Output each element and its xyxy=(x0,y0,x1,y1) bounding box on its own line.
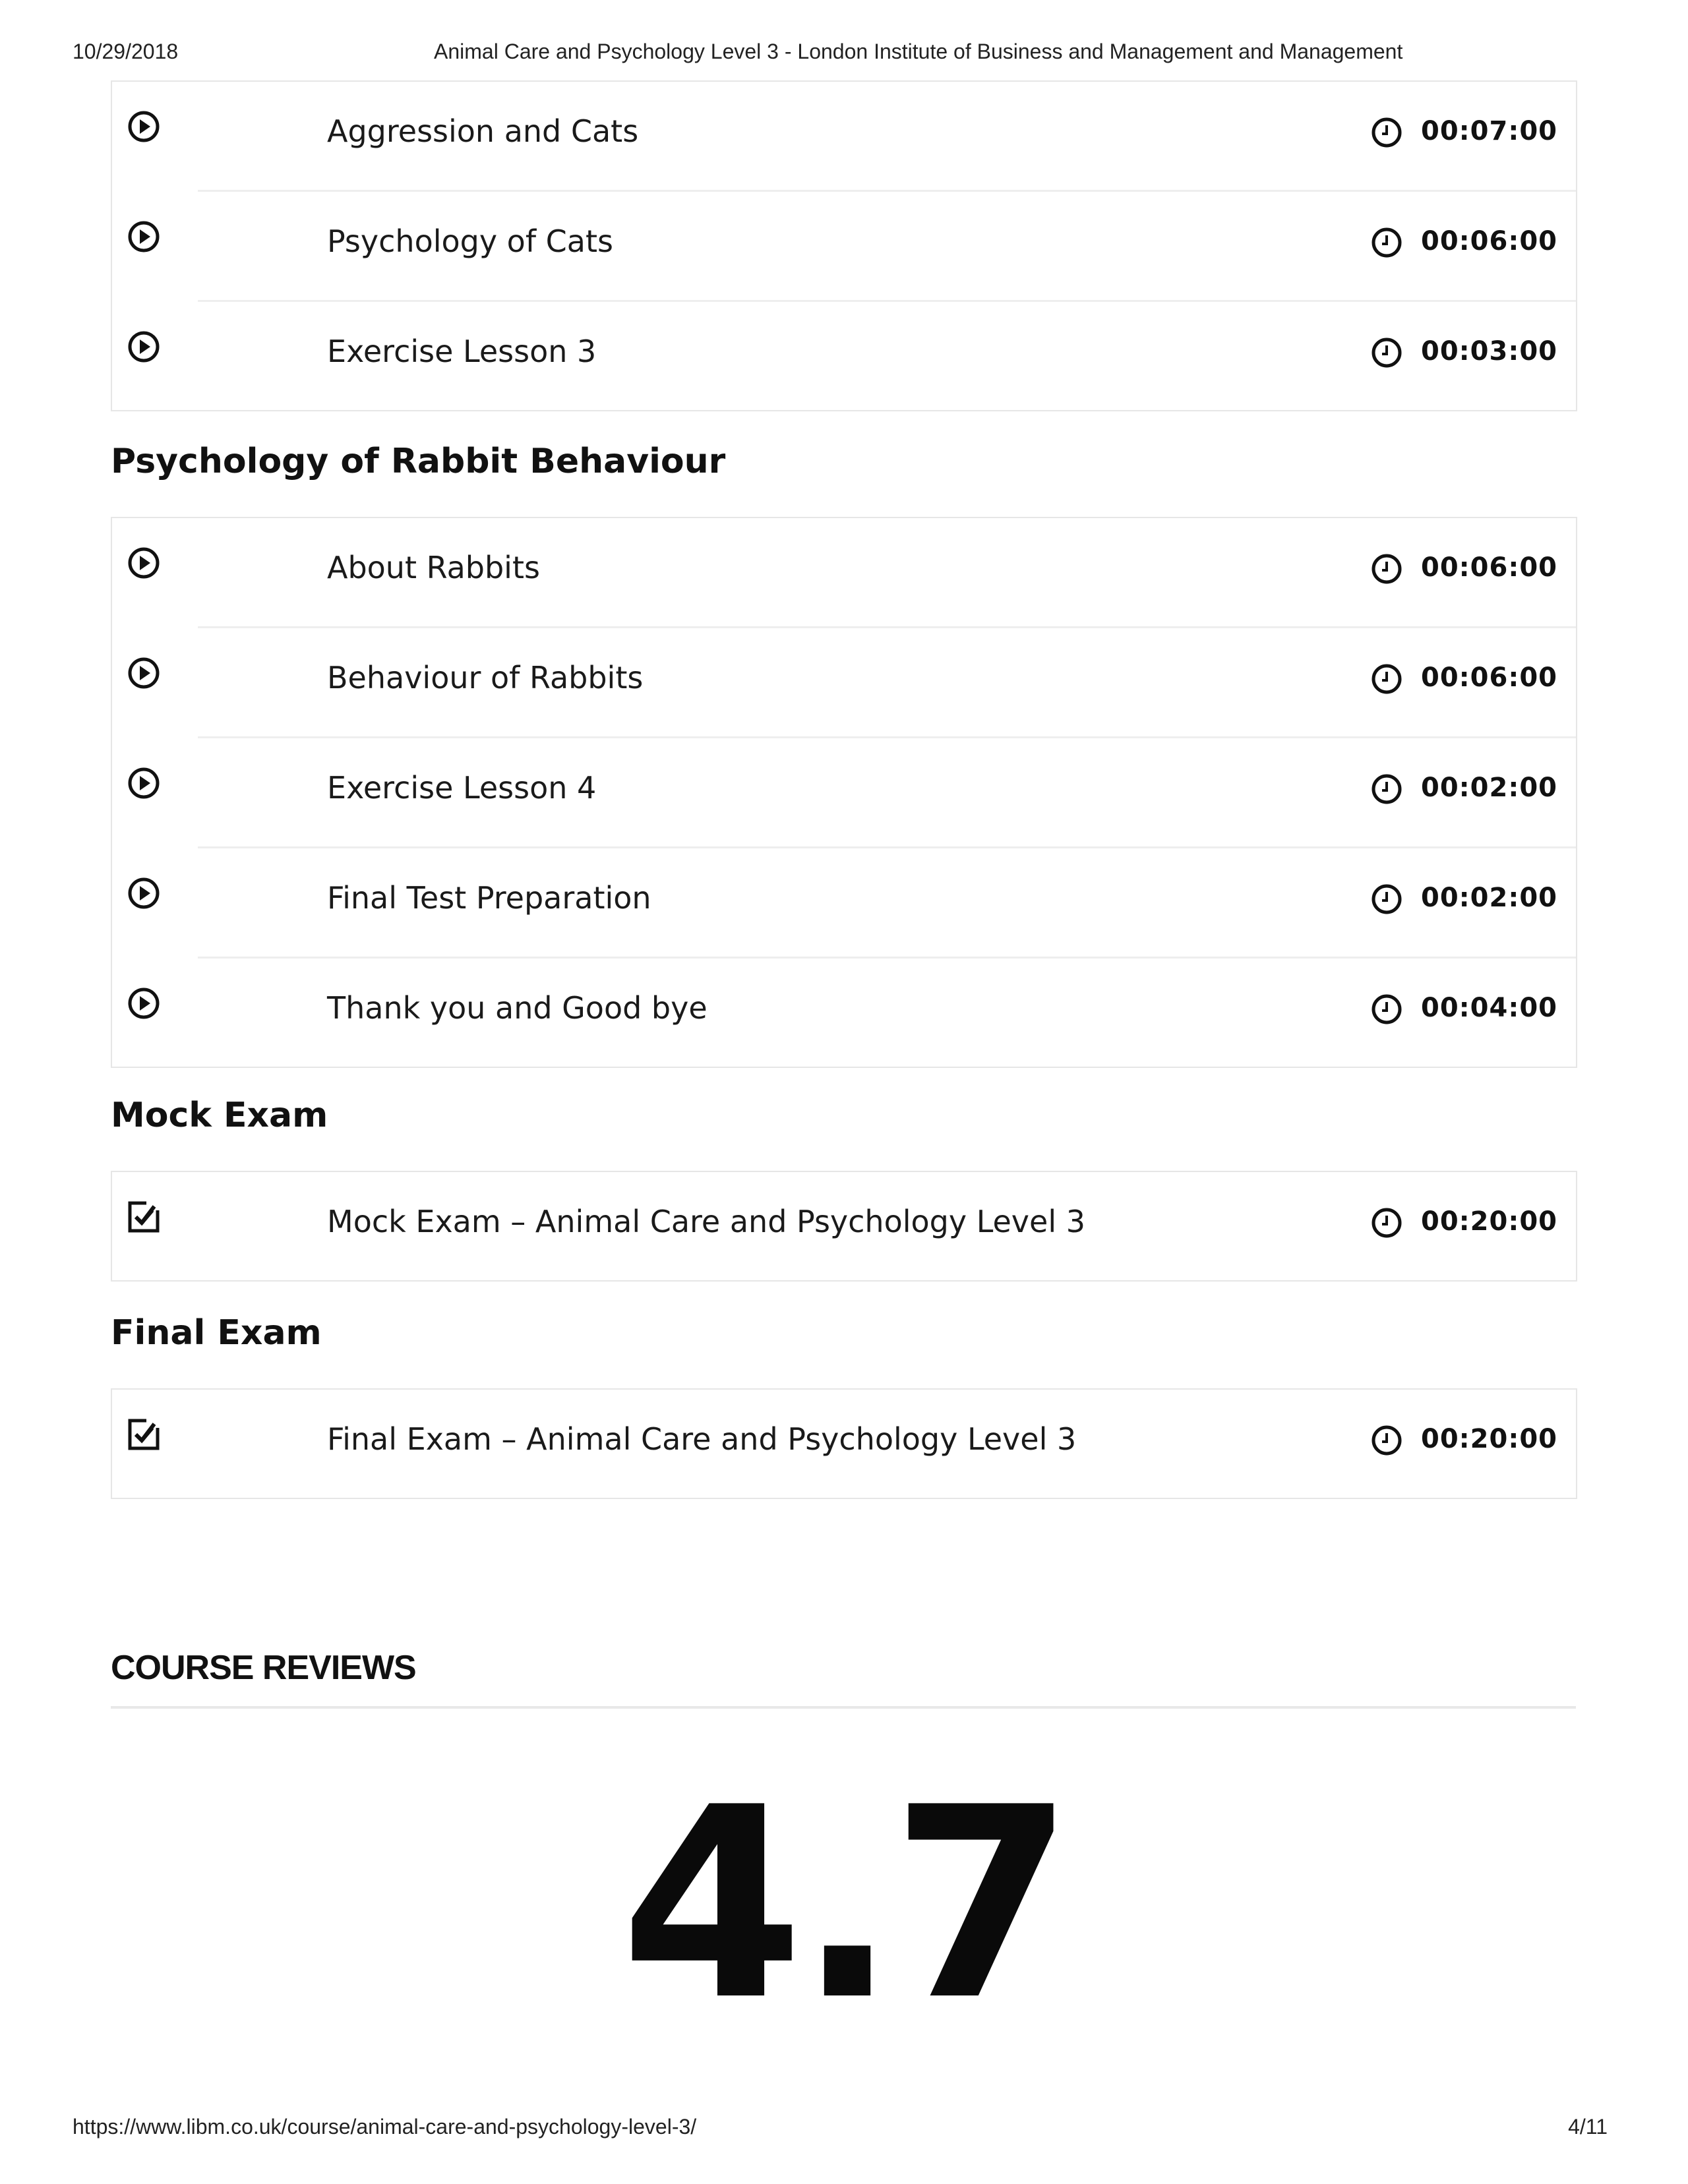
clock-icon xyxy=(1370,226,1403,259)
clock-icon xyxy=(1370,1424,1403,1457)
curriculum-section-mock-exam xyxy=(111,1171,1577,1282)
play-icon xyxy=(127,656,161,690)
clock-icon xyxy=(1370,773,1403,806)
print-header xyxy=(0,40,1688,66)
lesson-title[interactable]: Psychology of Cats xyxy=(327,223,613,259)
section-heading-final-exam: Final Exam xyxy=(111,1313,322,1353)
print-page-number: 4/11 xyxy=(1568,2115,1608,2139)
play-icon xyxy=(127,986,161,1020)
clock-icon xyxy=(1370,336,1403,369)
quiz-title[interactable]: Final Exam – Animal Care and Psychology Level 3 xyxy=(327,1421,1077,1457)
quiz-check-icon xyxy=(127,1200,161,1234)
course-reviews-heading: COURSE REVIEWS xyxy=(111,1649,416,1687)
quiz-duration: 00:20:00 xyxy=(1421,1424,1557,1454)
lesson-row[interactable] xyxy=(198,736,1576,846)
lesson-duration: 00:07:00 xyxy=(1421,116,1557,146)
clock-icon xyxy=(1370,552,1403,585)
lesson-title[interactable]: Behaviour of Rabbits xyxy=(327,660,644,695)
curriculum-section-rabbits xyxy=(111,517,1577,1068)
reviews-divider xyxy=(111,1706,1576,1709)
print-date: 10/29/2018 xyxy=(73,40,179,63)
clock-icon xyxy=(1370,883,1403,916)
lesson-row[interactable] xyxy=(198,626,1576,736)
lesson-row[interactable] xyxy=(198,846,1576,957)
play-icon xyxy=(127,109,161,144)
quiz-duration: 00:20:00 xyxy=(1421,1206,1557,1237)
lesson-duration: 00:04:00 xyxy=(1421,993,1557,1023)
quiz-check-icon xyxy=(127,1417,161,1452)
quiz-row[interactable] xyxy=(198,1172,1576,1280)
lesson-duration: 00:06:00 xyxy=(1421,663,1557,693)
quiz-row[interactable] xyxy=(198,1390,1576,1498)
play-icon xyxy=(127,546,161,580)
play-icon xyxy=(127,220,161,254)
lesson-duration: 00:02:00 xyxy=(1421,883,1557,913)
print-page-title: Animal Care and Psychology Level 3 - London Institute of Business and Management and Management xyxy=(434,40,1403,63)
clock-icon xyxy=(1370,993,1403,1026)
clock-icon xyxy=(1370,1206,1403,1239)
section-heading-mock-exam: Mock Exam xyxy=(111,1096,328,1135)
lesson-title[interactable]: Thank you and Good bye xyxy=(327,990,708,1026)
clock-icon xyxy=(1370,116,1403,149)
lesson-title[interactable]: Exercise Lesson 3 xyxy=(327,334,597,369)
curriculum-section-cats xyxy=(111,80,1577,411)
lesson-title[interactable]: About Rabbits xyxy=(327,550,540,585)
lesson-row[interactable] xyxy=(198,957,1576,1067)
lesson-duration: 00:03:00 xyxy=(1421,336,1557,367)
print-footer xyxy=(0,2115,1688,2141)
lesson-title[interactable]: Exercise Lesson 4 xyxy=(327,770,597,806)
curriculum-section-final-exam xyxy=(111,1388,1577,1499)
lesson-duration: 00:06:00 xyxy=(1421,552,1557,583)
lesson-duration: 00:06:00 xyxy=(1421,226,1557,256)
lesson-title[interactable]: Final Test Preparation xyxy=(327,880,651,916)
quiz-title[interactable]: Mock Exam – Animal Care and Psychology Level 3 xyxy=(327,1204,1085,1239)
lesson-title[interactable]: Aggression and Cats xyxy=(327,113,639,149)
clock-icon xyxy=(1370,663,1403,695)
lesson-row[interactable] xyxy=(198,518,1576,626)
lesson-row[interactable] xyxy=(198,82,1576,190)
average-rating: 4.7 xyxy=(620,1752,1068,2058)
print-url: https://www.libm.co.uk/course/animal-care-and-psychology-level-3/ xyxy=(73,2115,697,2139)
lesson-row[interactable] xyxy=(198,190,1576,300)
play-icon xyxy=(127,330,161,364)
lesson-row[interactable] xyxy=(198,300,1576,410)
section-heading-rabbits: Psychology of Rabbit Behaviour xyxy=(111,442,726,481)
play-icon xyxy=(127,876,161,910)
lesson-duration: 00:02:00 xyxy=(1421,773,1557,803)
play-icon xyxy=(127,766,161,800)
